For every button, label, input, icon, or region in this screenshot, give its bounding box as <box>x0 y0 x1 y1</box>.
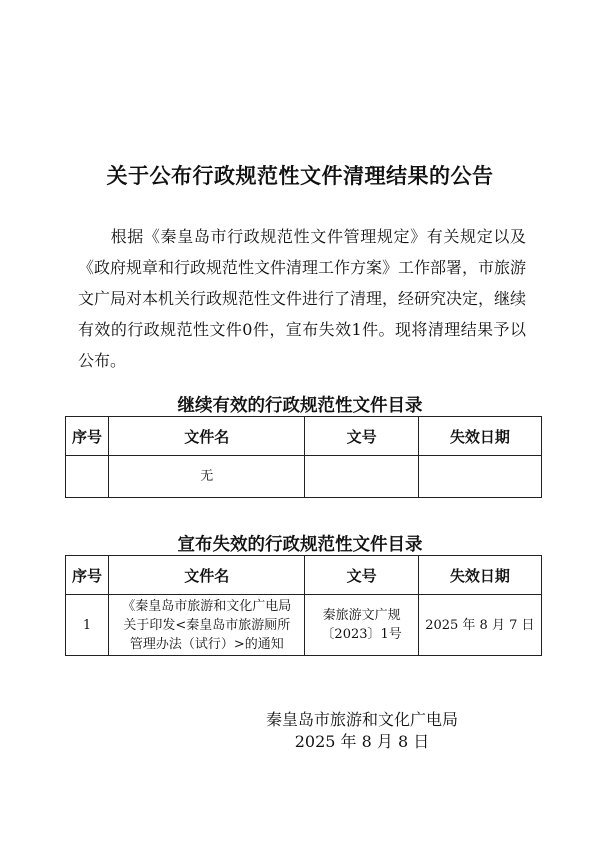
cell-doc-no <box>305 456 418 498</box>
cell-no: 1 <box>66 595 109 656</box>
col-header-date: 失效日期 <box>418 417 541 456</box>
col-header-doc-no: 文号 <box>305 556 418 595</box>
cell-date <box>418 456 541 498</box>
effective-table <box>65 416 542 498</box>
effective-section-title: 继续有效的行政规范性文件目录 <box>177 396 423 416</box>
table-row <box>66 595 542 656</box>
table-header-row <box>66 417 542 456</box>
signature-org: 秦皇岛市旅游和文化广电局 <box>265 710 458 729</box>
cell-name: 无 <box>109 456 305 498</box>
col-header-name: 文件名 <box>109 556 305 595</box>
cell-name: 《秦皇岛市旅游和文化广电局关于印发<秦皇岛市旅游厕所管理办法（试行）>的通知 <box>109 595 305 656</box>
notice-title: 关于公布行政规范性文件清理结果的公告 <box>106 163 494 188</box>
cell-no <box>66 456 109 498</box>
invalid-table <box>65 555 542 656</box>
table-header-row <box>66 556 542 595</box>
notice-body <box>78 221 526 376</box>
col-header-no: 序号 <box>66 417 109 456</box>
col-header-name: 文件名 <box>109 417 305 456</box>
notice-body-text: 根据《秦皇岛市行政规范性文件管理规定》有关规定以及《政府规章和行政规范性文件清理工作方案》工作部署，市旅游文广局对本机关行政规范性文件进行了清理，经研究决定，继续有效的行政规范性文件0件，宣布失效1件。现将清理结果予以公布。 <box>78 227 527 370</box>
col-header-doc-no: 文号 <box>305 417 418 456</box>
col-header-date: 失效日期 <box>418 556 541 595</box>
col-header-no: 序号 <box>66 556 109 595</box>
cell-date: 2025 年 8 月 7 日 <box>418 595 541 656</box>
cell-doc-no: 秦旅游文广规〔2023〕1号 <box>305 595 418 656</box>
table-row <box>66 456 542 498</box>
signature-date: 2025 年 8 月 8 日 <box>294 732 430 751</box>
invalid-section-title: 宣布失效的行政规范性文件目录 <box>177 535 423 555</box>
